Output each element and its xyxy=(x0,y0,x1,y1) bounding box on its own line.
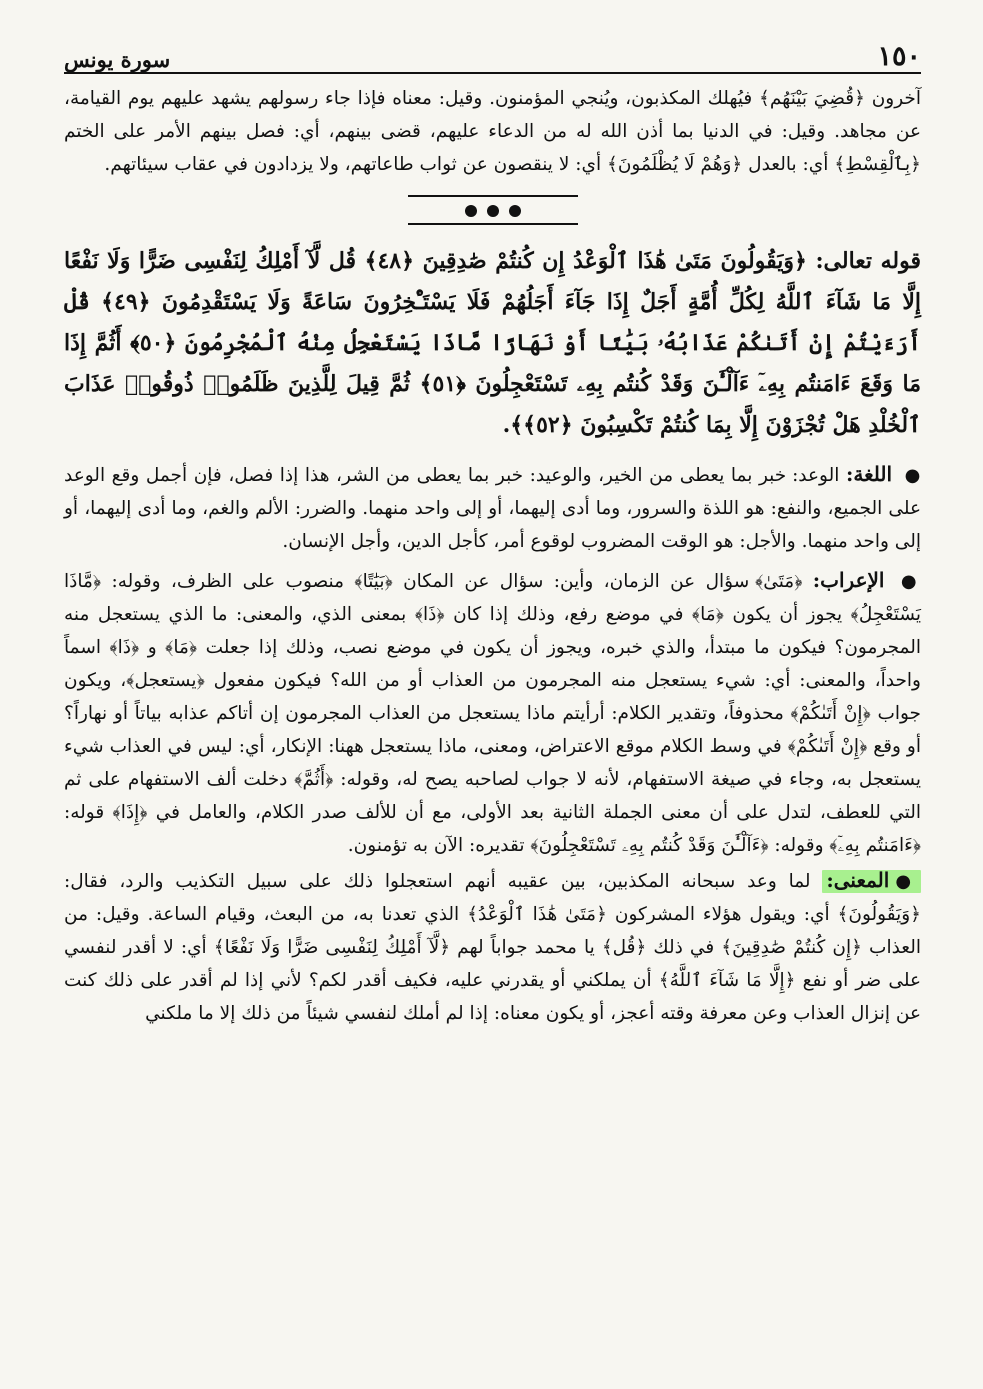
bullet-icon: ● xyxy=(904,465,921,486)
mana-text: لما وعد سبحانه المكذبين، بين عقيبه أنهم استعجلوا ذلك على سبيل التكذيب والرد، فقال: ﴿وَيَقُولُونَ﴾ أي: ويقول هؤلاء المشركون ﴿مَتَىٰ هَٰذَا ٱلْوَعْدُ﴾ الذي تعدنا به، من البعث، وقيام الساعة. وقيل: من العذاب ﴿إِن كُنتُمْ صَٰدِقِينَ﴾ في ذلك ﴿قُل﴾ يا محمد جواباً لهم ﴿لَّآ أَمْلِكُ لِنَفْسِى ضَرًّا وَلَا نَفْعًا﴾ أي: لا أقدر لنفسي على ضر أو نفع ﴿إِلَّا مَا شَآءَ ٱللَّهُ﴾ أن يملكني أو يقدرني عليه، فكيف أقدر لكم؟ لأني إذا لم أقدر على ذلك كنت عن إنزال العذاب وعن معرفة وقته أعجز، أو يكون معناه: إذا لم أملك لنفسي شيئاً من ذلك إلا ما ملكني xyxy=(64,871,921,1024)
intro-paragraph: آخرون ﴿قُضِيَ بَيْنَهُم﴾ فيُهلك المكذبون، ويُنجي المؤمنون. وقيل: معناه فإذا جاء رسولهم يشهد عليهم يوم القيامة، عن مجاهد. وقيل: في الدنيا بما أذن الله له من الدعاء عليهم، قضى بينهم، أي: فصل بينهم الأمر على الختم ﴿بِٱلْقِسْطِ﴾ أي: بالعدل ﴿وَهُمْ لَا يُظْلَمُونَ﴾ أي: لا ينقصون عن ثواب طاعاتهم، ولا يزدادون في عقاب سيئاتهم. xyxy=(64,88,921,175)
separator-line-bottom xyxy=(408,223,578,225)
dot-icon xyxy=(487,205,499,217)
irab-text: ﴿مَتَىٰ﴾ سؤال عن الزمان، وأين: سؤال عن المكان ﴿بَيَٰتًا﴾ منصوب على الظرف، وقوله: ﴿مَّاذَا يَسْتَعْجِلُ﴾ يجوز أن يكون ﴿مَا﴾ في موضع رفع، وذلك إذا كان ﴿ذَا﴾ بمعنى الذي، والمعنى: ما الذي يستعجل منه المجرمون؟ فيكون ما مبتدأ، والذي خبره، ويجوز أن يكون في موضع نصب، وذلك إذا جعلت ﴿مَا﴾ و ﴿ذَا﴾ اسماً واحداً، والمعنى: أي: شيء يستعجل منه المجرمون من العذاب أو من الله؟ فيكون مفعول ﴿يستعجل﴾، ويكون جواب ﴿إِنْ أَتَىٰكُمْ﴾ محذوفاً، وتقدير الكلام: أرأيتم ماذا يستعجل من العذاب المجرمون إن أتاكم عذابه بياتاً أو نهاراً؟ أو وقع ﴿إِنْ أَتَىٰكُمْ﴾ في وسط الكلام موقع الاعتراض، ومعنى، ماذا يستعجل ههنا: الإنكار، أي: ليس في العذاب شيء يستعجل به، وجاء في صيغة الاستفهام، لأنه لا جواب لصاحبه يصح له، وقوله: ﴿أَثُمَّ﴾ دخلت ألف الاستفهام على ثم التي للعطف، لتدل على أن معنى الجملة الثانية بعد الأولى، مع أن للألف صدر الكلام، والعامل في ﴿إِذَا﴾ قوله: ﴿ءَامَنتُم بِهِۦٓ﴾ وقوله: ﴿ءَآلْـَٰٔنَ وَقَدْ كُنتُم بِهِۦ تَسْتَعْجِلُونَ﴾ تقديره: الآن به تؤمنون. xyxy=(64,571,921,856)
page-number: ١٥٠ xyxy=(877,41,921,72)
irab-title: الإعراب: xyxy=(812,568,885,592)
section-irab xyxy=(64,564,921,862)
quran-verses xyxy=(64,241,921,446)
mana-highlight xyxy=(822,870,921,893)
section-lugha xyxy=(64,458,921,558)
separator-dots xyxy=(408,197,578,223)
lugha-text: الوعد: خبر بما يعطى من الخير، والوعيد: خبر بما يعطى من الشر، هذا إذا فصل، فإن أجمل وقع الوعد على الجميع، والنفع: هو اللذة والسرور، وما أدى إليهما، أو إلى واحد منهما. والضرر: الألم والغم، وما أدى إليهما، أو إلى واحد منهما. والأجل: هو الوقت المضروب لوقوع أمر، كأجل الدين، وأجل الإنسان. xyxy=(64,465,921,552)
bullet-icon: ● xyxy=(895,871,917,892)
dot-icon xyxy=(465,205,477,217)
section-separator xyxy=(408,195,578,225)
section-mana xyxy=(64,864,921,1030)
mana-title: المعنى: xyxy=(826,868,890,892)
surah-name: سورة يونس xyxy=(64,47,171,72)
verses-text: ﴿وَيَقُولُونَ مَتَىٰ هَٰذَا ٱلْوَعْدُ إِن كُنتُمْ صَٰدِقِينَ ﴿٤٨﴾ قُل لَّآ أَمْلِكُ لِنَفْسِى ضَرًّا وَلَا نَفْعًا إِلَّا مَا شَآءَ ٱللَّهُ لِكُلِّ أُمَّةٍ أَجَلٌ إِذَا جَآءَ أَجَلُهُمْ فَلَا يَسْتَـْٔخِرُونَ سَاعَةً وَلَا يَسْتَقْدِمُونَ ﴿٤٩﴾ قُلْ أَرَءَيْتُمْ إِنْ أَتَىٰكُمْ عَذَابُهُۥ بَيَٰتًا أَوْ نَهَارًا مَّاذَا يَسْتَعْجِلُ مِنْهُ ٱلْمُجْرِمُونَ ﴿٥٠﴾ أَثُمَّ إِذَا مَا وَقَعَ ءَامَنتُم بِهِۦٓ ءَآلْـَٰٔنَ وَقَدْ كُنتُم بِهِۦ تَسْتَعْجِلُونَ ﴿٥١﴾ ثُمَّ قِيلَ لِلَّذِينَ ظَلَمُوا۟ ذُوقُوا۟ عَذَابَ ٱلْخُلْدِ هَلْ تُجْزَوْنَ إِلَّا بِمَا كُنتُمْ تَكْسِبُونَ ﴿٥٢﴾﴾. xyxy=(64,248,921,438)
dot-icon xyxy=(509,205,521,217)
lugha-title: اللغة: xyxy=(845,462,893,486)
page-header xyxy=(64,28,921,74)
verses-lead: قوله تعالى: xyxy=(815,248,921,274)
bullet-icon: ● xyxy=(900,571,922,592)
